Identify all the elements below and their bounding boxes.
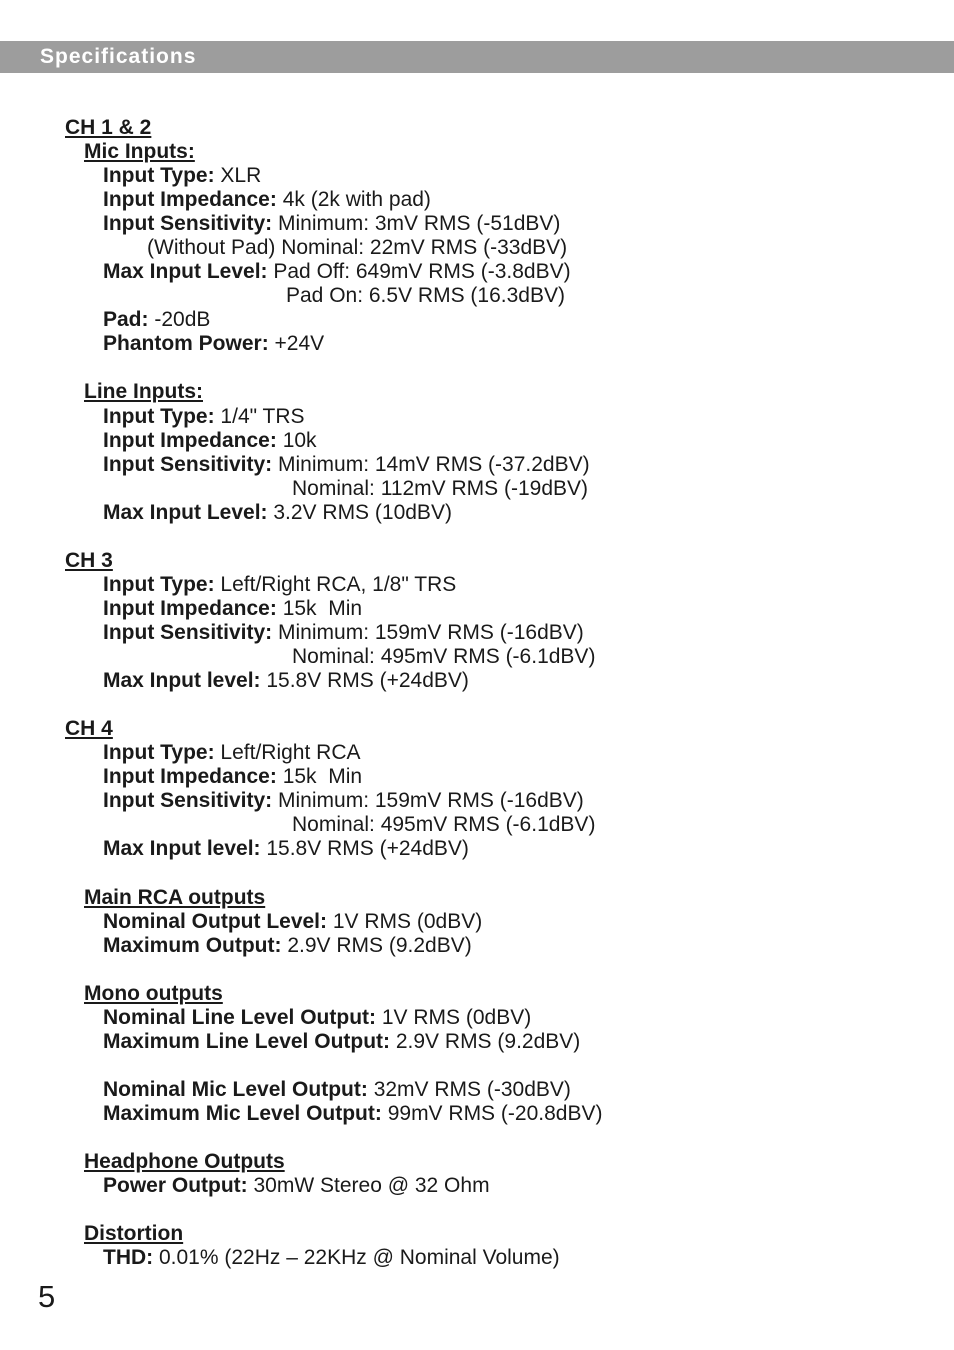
spec-value: 4k (2k with pad) bbox=[276, 188, 431, 211]
ch3-input-impedance bbox=[103, 597, 362, 621]
spec-label: Maximum Line Level Output: bbox=[103, 1030, 391, 1053]
spec-value: Minimum: 159mV RMS (-16dBV) bbox=[272, 621, 584, 644]
headphone-power bbox=[103, 1174, 490, 1198]
spec-value: Pad Off: 649mV RMS (-3.8dBV) bbox=[267, 260, 571, 283]
spec-label: Maximum Mic Level Output: bbox=[103, 1102, 382, 1125]
ch4-input-type bbox=[103, 741, 361, 765]
spec-label: Nominal Mic Level Output: bbox=[103, 1078, 368, 1101]
mic-phantom-power bbox=[103, 332, 324, 356]
line-inputs-heading: Line Inputs: bbox=[84, 380, 203, 403]
spec-label: Input Sensitivity: bbox=[103, 212, 273, 235]
banner-title: Specifications bbox=[40, 45, 197, 68]
mic-input-sensitivity-cont: (Without Pad) Nominal: 22mV RMS (-33dBV) bbox=[147, 236, 568, 259]
spec-label: Input Sensitivity: bbox=[103, 621, 273, 644]
spec-label: Max Input Level: bbox=[103, 260, 268, 283]
spec-value: 15k Min bbox=[276, 597, 363, 620]
ch3-heading: CH 3 bbox=[65, 549, 113, 572]
line-input-sensitivity bbox=[103, 453, 590, 477]
spec-value: XLR bbox=[214, 164, 262, 187]
spec-label: Phantom Power: bbox=[103, 332, 269, 355]
mono-nominal-line bbox=[103, 1006, 531, 1030]
spec-value: Minimum: 14mV RMS (-37.2dBV) bbox=[272, 453, 590, 476]
spec-label: Input Impedance: bbox=[103, 188, 277, 211]
spec-value: 30mW Stereo @ 32 Ohm bbox=[247, 1174, 490, 1197]
ch4-max-input-level bbox=[103, 837, 469, 861]
mic-max-input-level bbox=[103, 260, 571, 284]
spec-value: 32mV RMS (-30dBV) bbox=[367, 1078, 571, 1101]
mic-input-impedance bbox=[103, 188, 431, 212]
spec-label: Input Impedance: bbox=[103, 765, 277, 788]
spec-value: Minimum: 3mV RMS (-51dBV) bbox=[272, 212, 561, 235]
spec-label: Input Type: bbox=[103, 741, 215, 764]
main-rca-heading: Main RCA outputs bbox=[84, 886, 266, 909]
mic-input-type bbox=[103, 164, 261, 188]
spec-label: Input Sensitivity: bbox=[103, 789, 273, 812]
mono-maximum-line bbox=[103, 1030, 580, 1054]
main-rca-nominal bbox=[103, 910, 482, 934]
ch3-input-type bbox=[103, 573, 456, 597]
mono-maximum-mic bbox=[103, 1102, 602, 1126]
spec-value: 10k bbox=[276, 429, 317, 452]
spec-label: Max Input level: bbox=[103, 669, 261, 692]
spec-label: Max Input level: bbox=[103, 837, 261, 860]
ch3-max-input-level bbox=[103, 669, 469, 693]
spec-value: 1V RMS (0dBV) bbox=[327, 910, 483, 933]
spec-value: 99mV RMS (-20.8dBV) bbox=[381, 1102, 603, 1125]
spec-label: Input Impedance: bbox=[103, 429, 277, 452]
main-rca-maximum bbox=[103, 934, 472, 958]
mono-nominal-mic bbox=[103, 1078, 571, 1102]
ch4-input-impedance bbox=[103, 765, 362, 789]
spec-value: 2.9V RMS (9.2dBV) bbox=[390, 1030, 581, 1053]
line-input-sensitivity-cont: Nominal: 112mV RMS (-19dBV) bbox=[292, 477, 589, 500]
spec-value: 1V RMS (0dBV) bbox=[376, 1006, 532, 1029]
mic-inputs-heading: Mic Inputs: bbox=[84, 140, 195, 163]
spec-value: 0.01% (22Hz – 22KHz @ Nominal Volume) bbox=[153, 1246, 560, 1269]
spec-value: Left/Right RCA bbox=[214, 741, 361, 764]
distortion-thd bbox=[103, 1246, 560, 1270]
spec-value: 2.9V RMS (9.2dBV) bbox=[281, 934, 472, 957]
spec-label: THD: bbox=[103, 1246, 154, 1269]
ch4-input-sensitivity-cont: Nominal: 495mV RMS (-6.1dBV) bbox=[292, 813, 596, 836]
spec-label: Input Type: bbox=[103, 405, 215, 428]
distortion-heading: Distortion bbox=[84, 1222, 184, 1245]
spec-label: Pad: bbox=[103, 308, 149, 331]
spec-value: 3.2V RMS (10dBV) bbox=[267, 501, 452, 524]
spec-label: Maximum Output: bbox=[103, 934, 282, 957]
spec-value: Left/Right RCA, 1/8" TRS bbox=[214, 573, 457, 596]
spec-value: 15.8V RMS (+24dBV) bbox=[260, 837, 469, 860]
page-number: 5 bbox=[38, 1279, 56, 1314]
mic-max-input-level-cont: Pad On: 6.5V RMS (16.3dBV) bbox=[286, 284, 565, 307]
spec-label: Max Input Level: bbox=[103, 501, 268, 524]
spec-value: Minimum: 159mV RMS (-16dBV) bbox=[272, 789, 584, 812]
mic-pad bbox=[103, 308, 210, 332]
ch3-input-sensitivity bbox=[103, 621, 584, 645]
spec-label: Nominal Line Level Output: bbox=[103, 1006, 377, 1029]
spec-value: -20dB bbox=[148, 308, 211, 331]
spec-label: Input Type: bbox=[103, 573, 215, 596]
spec-value: 15k Min bbox=[276, 765, 363, 788]
mono-heading: Mono outputs bbox=[84, 982, 223, 1005]
spec-value: 15.8V RMS (+24dBV) bbox=[260, 669, 469, 692]
line-max-input-level bbox=[103, 501, 452, 525]
ch12-heading: CH 1 & 2 bbox=[65, 116, 152, 139]
line-input-type bbox=[103, 405, 305, 429]
spec-label: Nominal Output Level: bbox=[103, 910, 328, 933]
ch3-input-sensitivity-cont: Nominal: 495mV RMS (-6.1dBV) bbox=[292, 645, 596, 668]
spec-value: +24V bbox=[268, 332, 325, 355]
section-banner bbox=[0, 41, 954, 73]
ch4-input-sensitivity bbox=[103, 789, 584, 813]
spec-label: Input Sensitivity: bbox=[103, 453, 273, 476]
ch4-heading: CH 4 bbox=[65, 717, 113, 740]
headphone-heading: Headphone Outputs bbox=[84, 1150, 285, 1173]
spec-label: Input Type: bbox=[103, 164, 215, 187]
mic-input-sensitivity bbox=[103, 212, 560, 236]
spec-value: 1/4" TRS bbox=[214, 405, 305, 428]
spec-label: Input Impedance: bbox=[103, 597, 277, 620]
line-input-impedance bbox=[103, 429, 317, 453]
spec-label: Power Output: bbox=[103, 1174, 248, 1197]
